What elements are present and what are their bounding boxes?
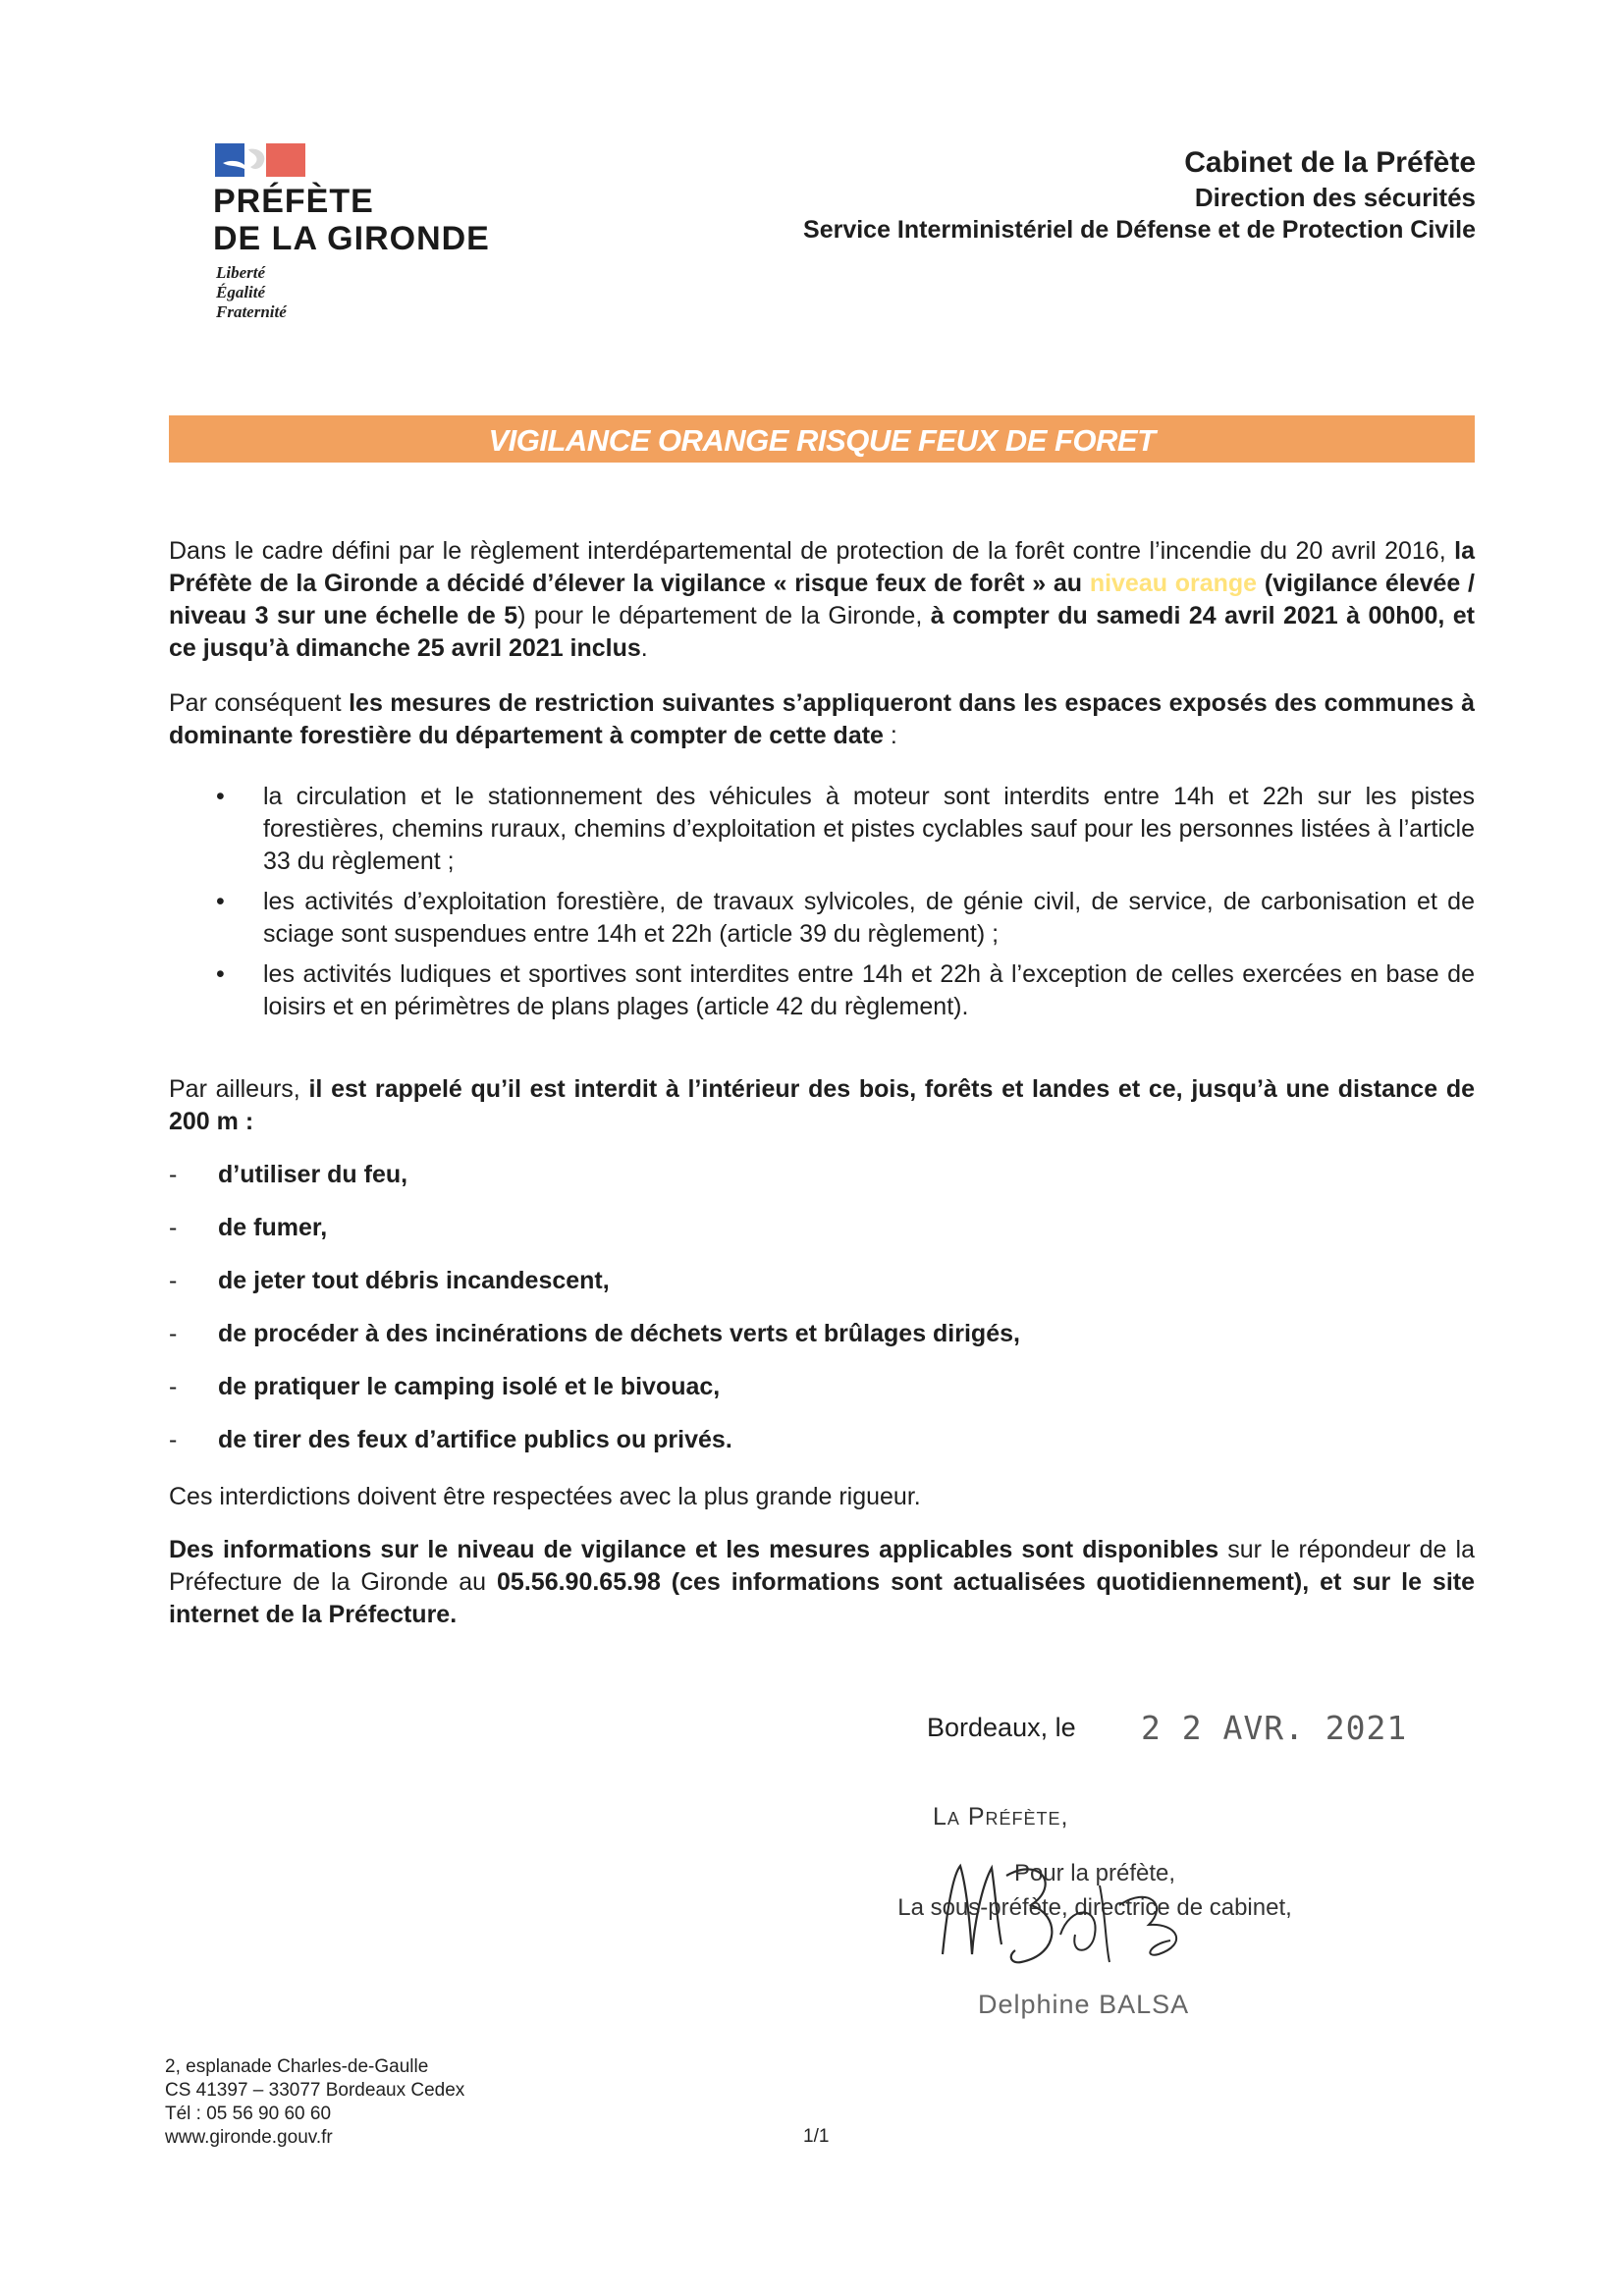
dash-icon: - [169, 1214, 178, 1241]
list-item-text: de fumer, [218, 1214, 328, 1241]
restriction-list [216, 781, 1475, 1031]
issuing-service [803, 145, 1476, 246]
text-run: : [883, 722, 897, 749]
text-run-bold: la Préfète de la Gironde a décidé d’élever la vigilance « risque feux de forêt » au [169, 537, 1475, 597]
list-item [216, 781, 1475, 878]
list-item-text: de tirer des feux d’artifice publics ou privés. [218, 1426, 732, 1453]
dash-icon: - [169, 1373, 178, 1400]
footer-address [165, 2055, 464, 2150]
motto-liberte: Liberté [216, 263, 266, 282]
list-item-text: de pratiquer le camping isolé et le bivouac, [218, 1373, 721, 1400]
dash-icon: - [169, 1426, 178, 1453]
delegation-line1: Pour la préfète, [1013, 1860, 1176, 1886]
address-line1: 2, esplanade Charles-de-Gaulle [165, 2056, 429, 2077]
paragraph-rigor [169, 1481, 1475, 1513]
highlight-orange-level: niveau orange [1089, 570, 1258, 597]
service-line: Service Interministériel de Défense et de Protection Civile [803, 216, 1476, 244]
text-run: sur le répondeur de la Préfecture de la Gironde au [169, 1536, 1475, 1596]
paragraph-reminder [169, 1073, 1475, 1138]
text-run: . [640, 634, 648, 662]
dash-icon: - [169, 1161, 178, 1188]
list-item [169, 1212, 1249, 1265]
text-run-bold: 05.56.90.65.98 (ces informations sont actualisées quotidiennement), et sur le site internet de la Préfecture. [169, 1568, 1475, 1628]
list-item-text: de jeter tout débris incandescent, [218, 1267, 610, 1294]
text-run: Par conséquent [169, 689, 350, 717]
text-run-bold: à compter du samedi 24 avril 2021 à 00h00, et ce jusqu’à dimanche 25 avril 2021 inclus [169, 602, 1476, 662]
marianne-logo-icon [215, 143, 305, 177]
dash-icon: - [169, 1267, 178, 1294]
delegation-line2: La sous-préfète, directrice de cabinet, [897, 1894, 1292, 1921]
cabinet-line: Cabinet de la Préfète [1184, 146, 1476, 179]
list-item [169, 1318, 1249, 1371]
list-item-text: la circulation et le stationnement des véhicules à moteur sont interdits entre 14h et 22h sur les pistes forestières, chemins ruraux, chemins d’exploitation et pistes cyclables sauf pour les personnes listées à l’article 33 du règlement ; [263, 783, 1475, 875]
place-label: Bordeaux, le [927, 1713, 1076, 1742]
motto-fraternite: Fraternité [216, 302, 287, 321]
text-run-bold: (vigilance élevée / niveau 3 sur une échelle de 5 [169, 570, 1475, 629]
list-item-text: de procéder à des incinérations de déchets verts et brûlages dirigés, [218, 1320, 1020, 1347]
handwritten-signature-icon [913, 1846, 1267, 1984]
bullet-icon: • [216, 888, 225, 915]
paragraph-information [169, 1534, 1475, 1631]
paragraph-restrictions [169, 687, 1475, 752]
bullet-icon: • [216, 960, 225, 988]
text-run-bold: les mesures de restriction suivantes s’appliqueront dans les espaces exposés des communes à dominante forestière du département à compter de cette date [169, 689, 1475, 749]
date-stamp: 2 2 AVR. 2021 [1141, 1709, 1408, 1747]
bullet-icon: • [216, 783, 225, 810]
alert-banner [169, 415, 1475, 463]
motto-egalite: Égalité [216, 283, 266, 301]
text-run: Par ailleurs, [169, 1075, 309, 1103]
logo-title [213, 183, 490, 257]
website-link[interactable]: www.gironde.gouv.fr [165, 2127, 333, 2148]
alert-banner-text: VIGILANCE ORANGE RISQUE FEUX DE FORET [488, 423, 1156, 458]
direction-line: Direction des sécurités [1194, 183, 1476, 212]
dash-icon: - [169, 1320, 178, 1347]
list-item [169, 1424, 1249, 1477]
signatory-title: La Préfète, [933, 1803, 1069, 1831]
address-line2: CS 41397 – 33077 Bordeaux Cedex [165, 2080, 465, 2101]
list-item-text: les activités d’exploitation forestière, de travaux sylvicoles, de génie civil, de service, de carbonisation et de sciage sont suspendues entre 14h et 22h (article 39 du règlement) ; [263, 888, 1475, 948]
republic-motto [216, 263, 287, 322]
prohibition-list [169, 1159, 1249, 1477]
page-number: 1/1 [803, 2126, 830, 2147]
phone-number: Tél : 05 56 90 60 60 [165, 2104, 332, 2124]
text-run: Dans le cadre défini par le règlement interdépartemental de protection de la forêt contre l’incendie du 20 avril 2016, [169, 537, 1455, 565]
list-item-text: les activités ludiques et sportives sont interdites entre 14h et 22h à l’exception de celles exercées en base de loisirs et en périmètres de plans plages (article 42 du règlement). [263, 960, 1475, 1020]
list-item-text: d’utiliser du feu, [218, 1161, 408, 1188]
list-item [169, 1265, 1249, 1318]
signer-name: Delphine BALSA [978, 1990, 1190, 2019]
text-run: ) pour le département de la Gironde, [517, 602, 931, 629]
list-item [216, 958, 1475, 1023]
list-item [169, 1159, 1249, 1212]
list-item [169, 1371, 1249, 1424]
text-run-bold: il est rappelé qu’il est interdit à l’intérieur des bois, forêts et landes et ce, jusqu’à une distance de 200 m : [169, 1075, 1475, 1135]
logo-title-line1: PRÉFÈTE [213, 183, 374, 220]
logo-title-line2: DE LA GIRONDE [213, 220, 490, 257]
paragraph-decision [169, 535, 1475, 665]
paragraph-text: Ces interdictions doivent être respectées avec la plus grande rigueur. [169, 1483, 921, 1510]
text-run-bold: Des informations sur le niveau de vigilance et les mesures applicables sont disponibles [169, 1536, 1219, 1563]
list-item [216, 886, 1475, 951]
